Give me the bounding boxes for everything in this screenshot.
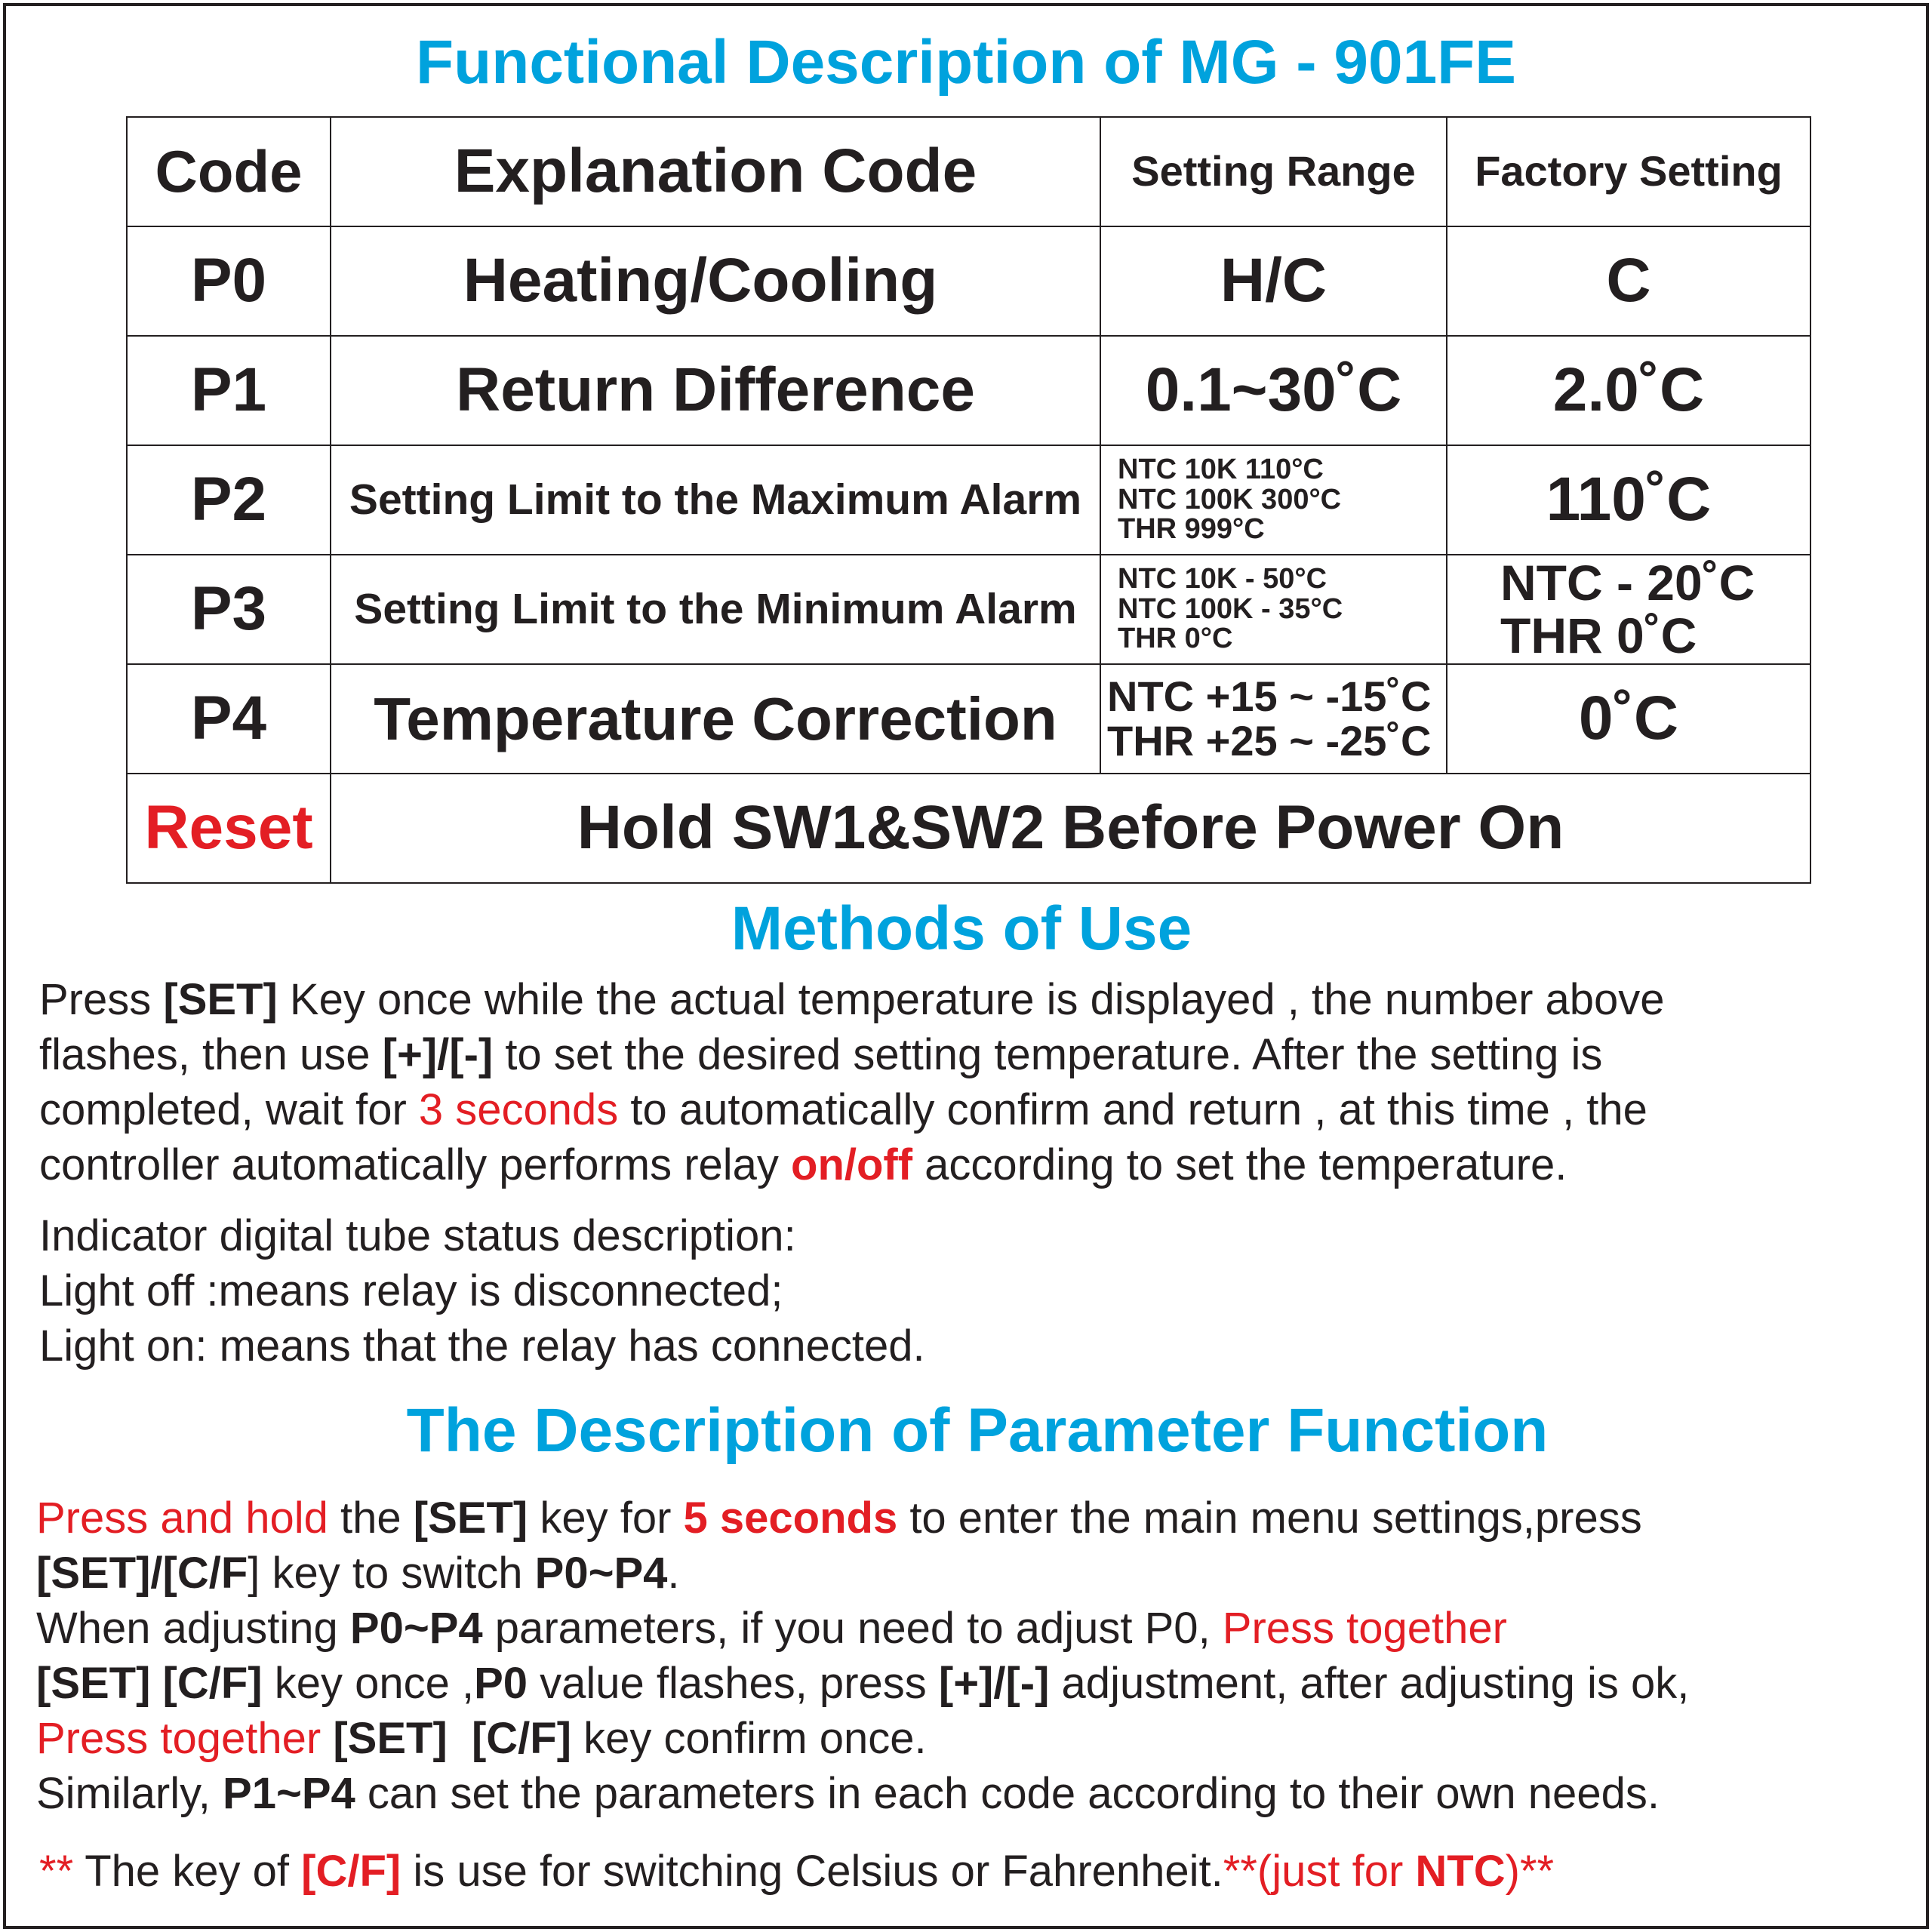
factory-line: NTC - 20˚C [1500, 555, 1755, 611]
header-factory-setting: Factory Setting [1447, 117, 1810, 226]
text-line [39, 972, 1665, 1027]
text: the [328, 1494, 414, 1543]
highlight-text: )** [1505, 1847, 1555, 1896]
text: parameters, if you need to adjust P0, [482, 1604, 1223, 1653]
key-label: [SET] [413, 1494, 528, 1543]
range-line: THR +25 ~ -25˚C [1107, 716, 1432, 764]
row-range [1100, 555, 1447, 664]
row-range: H/C [1100, 226, 1447, 336]
text: to set the desired setting temperature. After the setting is [493, 1030, 1603, 1079]
row-range: 0.1~30˚C [1100, 336, 1447, 445]
table-row [127, 445, 1810, 555]
highlight-text: 5 seconds [683, 1494, 898, 1543]
param-label: P0~P4 [349, 1604, 483, 1653]
text: controller automatically performs relay [39, 1140, 792, 1189]
parameter-title: The Description of Parameter Function [406, 1396, 1549, 1465]
table-header-row [127, 117, 1810, 226]
text: is use for switching Celsius or Fahrenheit. [401, 1847, 1223, 1896]
text [321, 1714, 333, 1763]
row-range [1100, 664, 1447, 774]
text: to automatically confirm and return , at this time , the [618, 1085, 1647, 1134]
param-label: P1~P4 [223, 1769, 355, 1818]
param-label: P0 [474, 1659, 528, 1708]
row-code: P0 [127, 226, 331, 336]
row-explanation: Setting Limit to the Maximum Alarm [331, 445, 1100, 555]
row-factory: C [1447, 226, 1810, 336]
key-label: [+]/[-] [938, 1659, 1050, 1708]
text-line [36, 1491, 1689, 1546]
text-line: Indicator digital tube status description: [39, 1211, 796, 1260]
text: adjustment, after adjusting is ok, [1049, 1659, 1690, 1708]
range-line: NTC 100K - 35°C [1118, 592, 1343, 625]
highlight-text: Press and hold [36, 1494, 328, 1543]
key-label: [SET] [C/F] [36, 1659, 263, 1708]
text: The key of [85, 1847, 302, 1896]
header-code: Code [127, 117, 331, 226]
methods-title: Methods of Use [731, 894, 1192, 963]
highlight-text: on/off [791, 1140, 913, 1189]
key-label: [C/F] [301, 1847, 401, 1896]
table-row [127, 336, 1810, 445]
range-line: THR 0°C [1118, 623, 1233, 655]
row-code: P1 [127, 336, 331, 445]
range-line: NTC +15 ~ -15˚C [1107, 672, 1432, 720]
table-row [127, 226, 1810, 336]
text-line [39, 1027, 1665, 1082]
text-line [36, 1766, 1689, 1821]
param-label: P0~P4 [534, 1549, 668, 1598]
parameter-paragraph [36, 1491, 1689, 1899]
text: key once , [262, 1659, 475, 1708]
range-line: NTC 10K 110°C [1118, 453, 1324, 485]
range-line: THR 999°C [1118, 513, 1265, 546]
text-line [36, 1546, 1689, 1601]
text-line: Light off :means relay is disconnected; [39, 1266, 783, 1315]
text-line [39, 1137, 1665, 1192]
note-line [36, 1844, 1689, 1899]
highlight-text: ** [39, 1847, 85, 1896]
factory-line: THR 0˚C [1500, 607, 1697, 663]
highlight-text: Press together [36, 1714, 321, 1763]
table-row [127, 664, 1810, 774]
row-explanation: Return Difference [331, 336, 1100, 445]
text: according to set the temperature. [912, 1140, 1567, 1189]
row-code: P2 [127, 445, 331, 555]
range-line: NTC 100K 300°C [1118, 483, 1342, 515]
text-line [36, 1601, 1689, 1656]
text: flashes, then use [39, 1030, 383, 1079]
row-factory [1447, 555, 1810, 664]
key-label: [SET] [163, 975, 278, 1024]
text: key confirm once. [571, 1714, 927, 1763]
key-label: [SET] [C/F] [333, 1714, 572, 1763]
indicator-paragraph [39, 1208, 925, 1374]
row-explanation: Setting Limit to the Minimum Alarm [331, 555, 1100, 664]
key-label: [SET]/[C/F [36, 1549, 248, 1598]
text: value flashes, press [528, 1659, 939, 1708]
text-line [36, 1711, 1689, 1766]
range-line: NTC 10K - 50°C [1118, 562, 1327, 595]
reset-code: Reset [127, 774, 331, 883]
function-table [126, 116, 1811, 884]
highlight-text: NTC [1415, 1847, 1506, 1896]
text-line [36, 1656, 1689, 1711]
highlight-text: **(just for [1223, 1847, 1416, 1896]
row-factory: 0˚C [1447, 664, 1810, 774]
text: When adjusting [36, 1604, 350, 1653]
text-line: Light on: means that the relay has connected. [39, 1321, 925, 1371]
text: to enter the main menu settings,press [897, 1494, 1642, 1543]
page-title: Functional Description of MG - 901FE [416, 28, 1516, 97]
highlight-text: Press together [1222, 1604, 1507, 1653]
row-range [1100, 445, 1447, 555]
reset-explanation: Hold SW1&SW2 Before Power On [331, 774, 1810, 883]
highlight-text: 3 seconds [418, 1085, 619, 1134]
row-factory: 110˚C [1447, 445, 1810, 555]
text: key for [528, 1494, 684, 1543]
row-code: P4 [127, 664, 331, 774]
text: Similarly, [36, 1769, 223, 1818]
text: ] key to switch [248, 1549, 535, 1598]
table-row-reset [127, 774, 1810, 883]
table-row [127, 555, 1810, 664]
text: Press [39, 975, 164, 1024]
text: completed, wait for [39, 1085, 419, 1134]
header-explanation: Explanation Code [331, 117, 1100, 226]
text-line [39, 1082, 1665, 1137]
text: can set the parameters in each code according to their own needs. [355, 1769, 1660, 1818]
methods-paragraph [39, 972, 1665, 1192]
text: Key once while the actual temperature is displayed , the number above [277, 975, 1665, 1024]
header-setting-range: Setting Range [1100, 117, 1447, 226]
row-code: P3 [127, 555, 331, 664]
row-explanation: Heating/Cooling [331, 226, 1100, 336]
key-label: [+]/[-] [382, 1030, 494, 1079]
row-factory: 2.0˚C [1447, 336, 1810, 445]
text: . [667, 1549, 680, 1598]
row-explanation: Temperature Correction [331, 664, 1100, 774]
